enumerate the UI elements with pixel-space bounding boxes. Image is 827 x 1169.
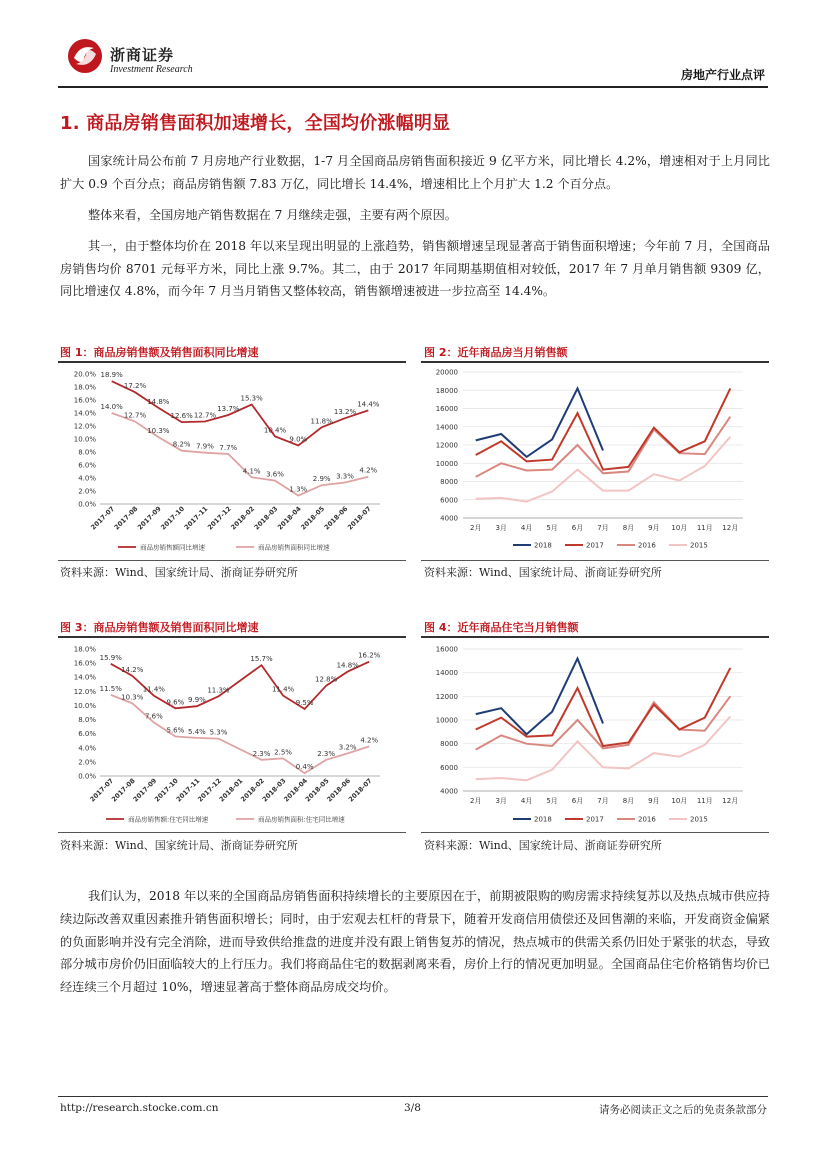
- x-tick-label: 7月: [597, 524, 609, 532]
- figure-2-top-rule: [421, 361, 769, 363]
- y-tick-label: 12.0%: [73, 687, 96, 696]
- figure-1-bottom-rule: [58, 560, 406, 561]
- x-tick-label: 12月: [722, 797, 739, 805]
- series-line-2017: [476, 388, 731, 469]
- data-label: 11.3%: [207, 686, 230, 695]
- x-tick-label: 2017-12: [205, 504, 233, 532]
- figure-3-bottom-rule: [58, 832, 406, 833]
- y-tick-label: 8.0%: [78, 716, 96, 725]
- y-tick-label: 10000: [435, 459, 458, 468]
- x-tick-label: 6月: [571, 524, 584, 532]
- x-tick-label: 2018-06: [325, 776, 353, 804]
- x-tick-label: 2018-04: [275, 504, 303, 532]
- x-tick-label: 3月: [495, 797, 507, 805]
- legend-label: 商品房销售面积:住宅同比增速: [258, 815, 345, 824]
- legend-label: 2018: [534, 541, 552, 550]
- y-tick-label: 16.0%: [73, 396, 96, 405]
- legend-label: 商品房销售额同比增速: [140, 543, 205, 552]
- data-label: 4.2%: [360, 736, 379, 745]
- paragraph-2: 整体来看，全国房地产销售数据在 7 月继续走强，主要有两个原因。: [88, 208, 457, 222]
- data-label: 9.6%: [166, 698, 185, 707]
- y-tick-label: 4000: [440, 514, 458, 523]
- figure-2-bottom-rule: [421, 560, 769, 561]
- y-tick-label: 10.0%: [73, 701, 96, 710]
- y-tick-label: 12.0%: [73, 422, 96, 431]
- data-label: 5.6%: [166, 726, 185, 735]
- x-tick-label: 2017-09: [135, 504, 163, 532]
- paragraph-4: 我们认为，2018 年以来的全国商品房销售面积持续增长的主要原因在于，前期被限购的购房需求持续复苏以及热点城市供应持续边际改善双重因素推升销售面积增长；同时，由于宏观去杠杆的背景下，随着开发商信用债偿还及回售潮的来临，开发商资金偏紧的负面影响并没有完全消除，进而导致供给推盘的进度并没有跟上销售复苏的情况，热点城市的供需关系仍旧处于紧张的状态，导致部分城市房价仍旧面临较大的上行压力。我们将商品住宅的数据剥离来看，房价上行的情况更加明显。全国商品住宅价格销售均价已经连续三个月超过 10%，增速显著高于整体商品房成交均价。: [60, 889, 770, 995]
- y-tick-label: 8000: [440, 740, 458, 749]
- y-tick-label: 4.0%: [78, 744, 96, 753]
- x-tick-label: 2017-12: [196, 776, 223, 804]
- figure-4-title: 图 4：近年商品住宅当月销售额: [424, 621, 579, 634]
- x-tick-label: 2018-02: [239, 776, 266, 804]
- data-label: 9.9%: [188, 696, 206, 705]
- data-label: 2.9%: [312, 475, 331, 484]
- legend-label: 商品房销售额:住宅同比增速: [128, 815, 209, 824]
- data-label: 15.7%: [250, 655, 273, 664]
- footer-url[interactable]: http://research.stocke.com.cn: [60, 1102, 219, 1114]
- y-tick-label: 14.0%: [73, 673, 96, 682]
- x-tick-label: 11月: [696, 797, 713, 805]
- y-tick-label: 16000: [435, 405, 458, 413]
- figure-1-title: 图 1：商品房销售额及销售面积同比增速: [60, 346, 259, 359]
- y-tick-label: 4000: [440, 787, 458, 796]
- header-divider: [58, 86, 768, 88]
- logo-text-cn: 浙商证券: [110, 46, 175, 64]
- data-label: 4.1%: [242, 467, 261, 476]
- data-label: 12.8%: [315, 675, 338, 684]
- data-label: 7.9%: [196, 442, 214, 451]
- y-tick-label: 6.0%: [78, 461, 96, 470]
- data-label: 10.3%: [147, 427, 170, 436]
- data-label: 3.3%: [336, 472, 354, 481]
- data-label: 2.3%: [317, 749, 336, 758]
- y-tick-label: 8.0%: [78, 448, 96, 457]
- paragraph-3: 其一，由于整体均价在 2018 年以来呈现出明显的上涨趋势，销售额增速呈现显著高于销售面积增速；今年前 7 月，全国商品房销售均价 8701 元每平方米，同比上涨 9.7%。其二，由于 2017 年同期基期值相对较低，2017 年 7 月单月销售额 9309 亿，同比增速仅 4.8%，而今年 7 月当月销售又整体较高，销售额增速被进一步拉高至 14.4%。: [60, 239, 770, 298]
- data-label: 16.2%: [358, 651, 381, 660]
- figure-4-top-rule: [421, 636, 769, 638]
- legend-label: 2017: [586, 541, 604, 550]
- series-line-1: [112, 381, 369, 445]
- figure-4-chart: [421, 639, 769, 832]
- y-tick-label: 6000: [440, 763, 458, 772]
- data-label: 18.9%: [100, 371, 123, 380]
- figure-1-source: 资料来源：Wind、国家统计局、浙商证券研究所: [60, 566, 298, 579]
- legend-label: 2015: [690, 541, 708, 550]
- figure-3-chart: [58, 639, 406, 832]
- y-tick-label: 8000: [440, 478, 458, 486]
- x-tick-label: 2017-08: [109, 776, 137, 804]
- data-label: 9.0%: [289, 435, 308, 444]
- footer-page-number: 3/8: [404, 1102, 421, 1114]
- data-label: 7.6%: [144, 712, 163, 721]
- data-label: 14.0%: [100, 403, 123, 411]
- x-tick-label: 2018-05: [299, 504, 327, 532]
- x-tick-label: 2018-03: [252, 504, 280, 532]
- data-label: 3.6%: [266, 470, 284, 479]
- legend-label: 2017: [586, 815, 604, 824]
- y-tick-label: 10000: [435, 716, 458, 725]
- x-tick-label: 2017-11: [174, 776, 202, 804]
- x-tick-label: 9月: [648, 797, 660, 805]
- section-title: 1. 商品房销售面积加速增长，全国均价涨幅明显: [60, 113, 451, 134]
- x-tick-label: 2018-01: [217, 776, 245, 804]
- data-label: 11.4%: [142, 685, 165, 694]
- x-tick-label: 10月: [671, 524, 688, 532]
- data-label: 12.7%: [193, 411, 217, 420]
- figure-2-source: 资料来源：Wind、国家统计局、浙商证券研究所: [424, 566, 662, 579]
- x-tick-label: 2018-07: [345, 504, 373, 532]
- x-tick-label: 3月: [495, 524, 507, 532]
- x-tick-label: 8月: [622, 797, 635, 805]
- data-label: 10.4%: [263, 426, 287, 435]
- data-label: 0.4%: [295, 763, 314, 772]
- data-label: 11.5%: [99, 684, 122, 693]
- x-tick-label: 10月: [671, 797, 688, 805]
- figure-4-bottom-rule: [421, 832, 769, 833]
- y-tick-label: 20000: [435, 368, 458, 377]
- data-label: 11.8%: [310, 417, 333, 426]
- figure-2-title: 图 2：近年商品房当月销售额: [424, 346, 568, 359]
- x-tick-label: 2017-07: [88, 776, 116, 804]
- x-tick-label: 6月: [571, 797, 584, 805]
- x-tick-label: 9月: [648, 524, 660, 532]
- y-tick-label: 20.0%: [73, 370, 96, 379]
- data-label: 13.2%: [333, 408, 357, 417]
- data-label: 14.8%: [147, 397, 170, 406]
- data-label: 14.8%: [336, 661, 359, 670]
- footer-disclaimer: 请务必阅读正文之后的免责条款部分: [599, 1104, 767, 1116]
- figure-1-chart: [58, 364, 406, 560]
- x-tick-label: 5月: [546, 524, 558, 532]
- x-tick-label: 2017-11: [182, 504, 210, 532]
- x-tick-label: 4月: [520, 797, 533, 805]
- x-tick-label: 2017-10: [153, 776, 180, 804]
- x-tick-label: 12月: [722, 524, 739, 532]
- y-tick-label: 10.0%: [73, 435, 96, 444]
- legend-label: 2018: [534, 815, 552, 824]
- data-label: 9.5%: [295, 698, 314, 707]
- x-tick-label: 2018-04: [282, 776, 310, 804]
- y-tick-label: 18.0%: [73, 383, 96, 392]
- y-tick-label: 12000: [435, 692, 458, 701]
- y-tick-label: 2.0%: [78, 758, 96, 767]
- y-tick-label: 2.0%: [78, 487, 96, 496]
- x-tick-label: 2017-10: [159, 504, 187, 532]
- data-label: 1.3%: [289, 485, 308, 494]
- data-label: 11.4%: [271, 685, 295, 694]
- x-tick-label: 4月: [520, 524, 533, 532]
- paragraph-1: 国家统计局公布前 7 月房地产行业数据，1-7 月全国商品房销售面积接近 9 亿平方米，同比增长 4.2%，增速相对于上月同比扩大 0.9 个百分点；商品房销售额 7.83 万亿，同比增长 14.4%，增速相比上个月扩大 1.2 个百分点。: [60, 154, 770, 191]
- legend-label: 2016: [638, 815, 656, 824]
- x-tick-label: 7月: [597, 797, 609, 805]
- y-tick-label: 14.0%: [73, 409, 96, 418]
- data-label: 12.7%: [123, 411, 147, 420]
- data-label: 7.7%: [219, 443, 238, 452]
- x-tick-label: 2月: [469, 797, 482, 805]
- x-tick-label: 2017-08: [112, 504, 140, 532]
- data-label: 2.5%: [274, 748, 292, 757]
- y-tick-label: 0.0%: [78, 772, 96, 781]
- data-label: 10.3%: [121, 693, 144, 702]
- series-line-2017: [476, 668, 731, 746]
- data-label: 17.2%: [123, 382, 147, 391]
- y-tick-label: 16.0%: [73, 659, 96, 668]
- y-tick-label: 6000: [440, 496, 458, 505]
- series-line-2: [112, 413, 369, 496]
- data-label: 8.2%: [172, 440, 191, 449]
- data-label: 5.3%: [209, 728, 228, 737]
- footer-divider: [58, 1096, 768, 1097]
- data-label: 15.9%: [99, 653, 122, 662]
- data-label: 15.3%: [240, 394, 263, 403]
- x-tick-label: 2018-03: [260, 776, 288, 804]
- y-tick-label: 4.0%: [78, 474, 96, 483]
- data-label: 14.2%: [121, 665, 144, 674]
- y-tick-label: 14000: [435, 669, 458, 678]
- report-category: 房地产行业点评: [680, 68, 765, 82]
- figure-3-source: 资料来源：Wind、国家统计局、浙商证券研究所: [60, 839, 298, 852]
- x-tick-label: 2月: [469, 524, 482, 532]
- x-tick-label: 11月: [696, 524, 713, 532]
- data-label: 14.4%: [357, 400, 380, 409]
- figure-1-top-rule: [58, 361, 406, 363]
- figure-4-source: 资料来源：Wind、国家统计局、浙商证券研究所: [424, 839, 662, 852]
- y-tick-label: 0.0%: [78, 500, 96, 509]
- y-tick-label: 12000: [435, 441, 458, 450]
- y-tick-label: 18.0%: [73, 645, 96, 654]
- series-line-2018: [476, 388, 603, 457]
- data-label: 3.2%: [338, 743, 357, 752]
- logo-text-en: Investment Research: [110, 64, 193, 75]
- figure-2-chart: [421, 364, 769, 560]
- y-tick-label: 18000: [435, 386, 458, 395]
- figure-3-top-rule: [58, 636, 406, 638]
- y-tick-label: 6.0%: [78, 730, 96, 739]
- company-logo-icon: [66, 38, 104, 74]
- figure-3-title: 图 3：商品房销售额及销售面积同比增速: [60, 621, 259, 634]
- x-tick-label: 5月: [546, 797, 558, 805]
- x-tick-label: 8月: [622, 524, 635, 532]
- legend-label: 2016: [638, 541, 656, 550]
- series-line-2: [111, 695, 369, 773]
- legend-label: 商品房销售面积同比增速: [258, 543, 330, 552]
- x-tick-label: 2018-05: [303, 776, 331, 804]
- data-label: 5.4%: [188, 727, 206, 736]
- data-label: 12.6%: [170, 412, 193, 421]
- data-label: 4.2%: [359, 466, 378, 475]
- legend-label: 2015: [690, 815, 708, 824]
- x-tick-label: 2017-09: [131, 776, 159, 804]
- data-label: 2.3%: [252, 749, 271, 758]
- x-tick-label: 2018-06: [322, 504, 350, 532]
- x-tick-label: 2017-07: [89, 504, 117, 532]
- x-tick-label: 2018-02: [229, 504, 257, 532]
- y-tick-label: 14000: [435, 423, 458, 432]
- data-label: 13.7%: [217, 404, 240, 413]
- y-tick-label: 16000: [435, 645, 458, 654]
- x-tick-label: 2018-07: [346, 776, 374, 804]
